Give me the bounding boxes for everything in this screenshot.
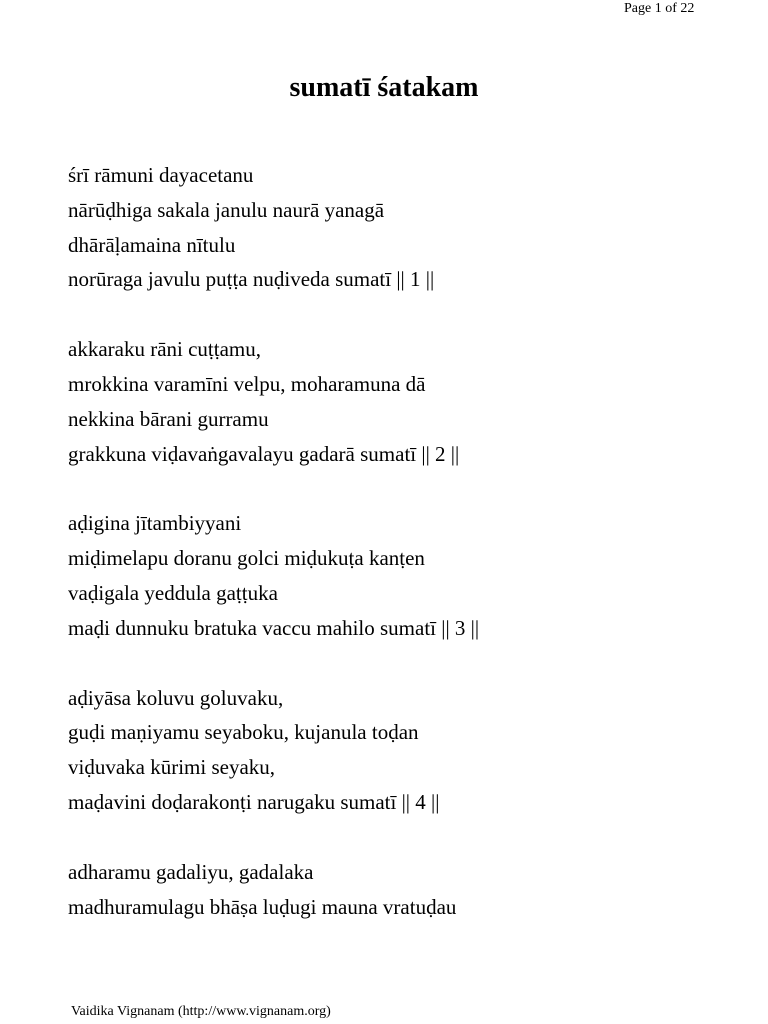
verse-line: aḍiyāsa koluvu goluvaku, <box>68 685 284 710</box>
verse-3 <box>68 506 479 645</box>
verse-line: akkaraku rāni cuṭṭamu, <box>68 337 261 362</box>
verse-5 <box>68 855 479 925</box>
verse-line: nārūḍhiga sakala janulu naurā yanagā <box>68 197 385 222</box>
verse-line: nekkina bārani gurramu <box>68 406 269 431</box>
verse-4 <box>68 681 479 820</box>
verse-line: śrī rāmuni dayacetanu <box>68 163 254 187</box>
page-title: sumatī śatakam <box>289 72 479 103</box>
verse-line: madhuramulagu bhāṣa luḍugi mauna vratuḍau <box>68 894 457 919</box>
verse-line: maḍavini doḍarakonṭi narugaku sumatī || 4 || <box>68 789 440 814</box>
verse-line: miḍimelapu doranu golci miḍukuṭa kanṭen <box>68 546 425 571</box>
verse-2 <box>68 332 479 471</box>
verse-1 <box>68 158 479 297</box>
page-number: Page 1 of 22 <box>624 1 695 16</box>
verse-line: mrokkina varamīni velpu, moharamuna dā <box>68 371 426 396</box>
verse-line: vaḍigala yeddula gaṭṭuka <box>68 580 278 605</box>
verses-container <box>68 158 479 959</box>
verse-line: dhārāḷamaina nītulu <box>68 232 236 257</box>
footer-source: Vaidika Vignanam (http://www.vignanam.org) <box>71 1004 331 1019</box>
verse-line: guḍi maṇiyamu seyaboku, kujanula toḍan <box>68 720 419 745</box>
verse-line: aḍigina jītambiyyani <box>68 511 242 536</box>
verse-line: maḍi dunnuku bratuka vaccu mahilo sumatī || 3 || <box>68 615 480 640</box>
verse-line: adharamu gadaliyu, gadalaka <box>68 859 314 884</box>
verse-line: grakkuna viḍavaṅgavalayu gadarā sumatī || 2 || <box>68 441 460 466</box>
verse-line: norūraga javulu puṭṭa nuḍiveda sumatī || 1 || <box>68 267 435 292</box>
verse-line: viḍuvaka kūrimi seyaku, <box>68 755 276 780</box>
